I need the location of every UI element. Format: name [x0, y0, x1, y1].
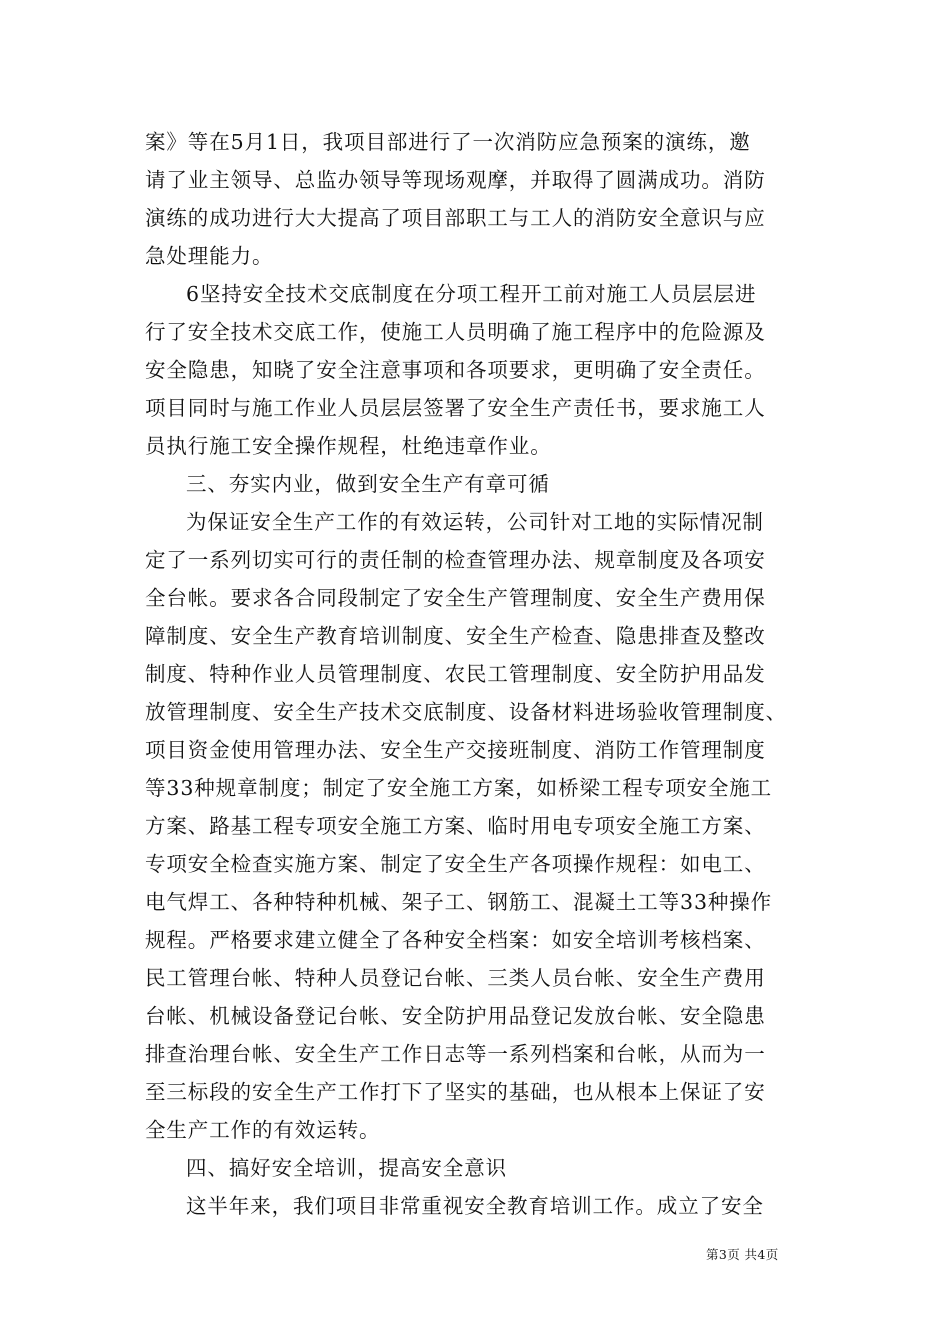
body-text-line: 员执行施工安全操作规程，杜绝违章作业。 — [145, 434, 552, 458]
page-number-footer: 第3页 共4页 — [706, 1247, 779, 1262]
body-text-line: 项目同时与施工作业人员层层签署了安全生产责任书，要求施工人 — [145, 396, 766, 420]
paragraph-first-line: 这半年来，我们项目非常重视安全教育培训工作。成立了安全 — [186, 1194, 764, 1218]
body-text-line: 障制度、安全生产教育培训制度、安全生产检查、隐患排查及整改 — [145, 624, 766, 648]
body-text-line: 制度、特种作业人员管理制度、农民工管理制度、安全防护用品发 — [145, 662, 766, 686]
body-text-line: 请了业主领导、总监办领导等现场观摩，并取得了圆满成功。消防 — [145, 168, 766, 192]
body-text-line: 规程。严格要求建立健全了各种安全档案：如安全培训考核档案、 — [145, 928, 766, 952]
body-text-line: 放管理制度、安全生产技术交底制度、设备材料进场验收管理制度、 — [145, 700, 787, 724]
body-text-line: 全生产工作的有效运转。 — [145, 1118, 381, 1142]
section-heading: 三、夯实内业，做到安全生产有章可循 — [186, 472, 550, 496]
paragraph-first-line: 为保证安全生产工作的有效运转，公司针对工地的实际情况制 — [186, 510, 764, 534]
body-text-line: 民工管理台帐、特种人员登记台帐、三类人员台帐、安全生产费用 — [145, 966, 766, 990]
body-text-line: 全台帐。要求各合同段制定了安全生产管理制度、安全生产费用保 — [145, 586, 766, 610]
body-text-line: 方案、路基工程专项安全施工方案、临时用电专项安全施工方案、 — [145, 814, 766, 838]
body-text-line: 案》等在5月1日，我项目部进行了一次消防应急预案的演练，邀 — [145, 130, 751, 154]
body-text-line: 台帐、机械设备登记台帐、安全防护用品登记发放台帐、安全隐患 — [145, 1004, 766, 1028]
body-text-line: 项目资金使用管理办法、安全生产交接班制度、消防工作管理制度 — [145, 738, 766, 762]
paragraph-first-line: 6坚持安全技术交底制度在分项工程开工前对施工人员层层进 — [186, 282, 757, 306]
body-text-line: 排查治理台帐、安全生产工作日志等一系列档案和台帐，从而为一 — [145, 1042, 766, 1066]
body-text-line: 行了安全技术交底工作，使施工人员明确了施工程序中的危险源及 — [145, 320, 766, 344]
body-text-line: 至三标段的安全生产工作打下了坚实的基础，也从根本上保证了安 — [145, 1080, 766, 1104]
body-text-line: 安全隐患，知晓了安全注意事项和各项要求，更明确了安全责任。 — [145, 358, 766, 382]
body-text-line: 等33种规章制度；制定了安全施工方案，如桥梁工程专项安全施工 — [145, 776, 773, 800]
body-text-line: 演练的成功进行大大提高了项目部职工与工人的消防安全意识与应 — [145, 206, 766, 230]
section-heading: 四、搞好安全培训，提高安全意识 — [186, 1156, 507, 1180]
body-text-line: 急处理能力。 — [145, 244, 274, 268]
body-text-line: 电气焊工、各种特种机械、架子工、钢筋工、混凝土工等33种操作 — [145, 890, 773, 914]
body-text-line: 定了一系列切实可行的责任制的检查管理办法、规章制度及各项安 — [145, 548, 766, 572]
body-text-line: 专项安全检查实施方案、制定了安全生产各项操作规程：如电工、 — [145, 852, 766, 876]
